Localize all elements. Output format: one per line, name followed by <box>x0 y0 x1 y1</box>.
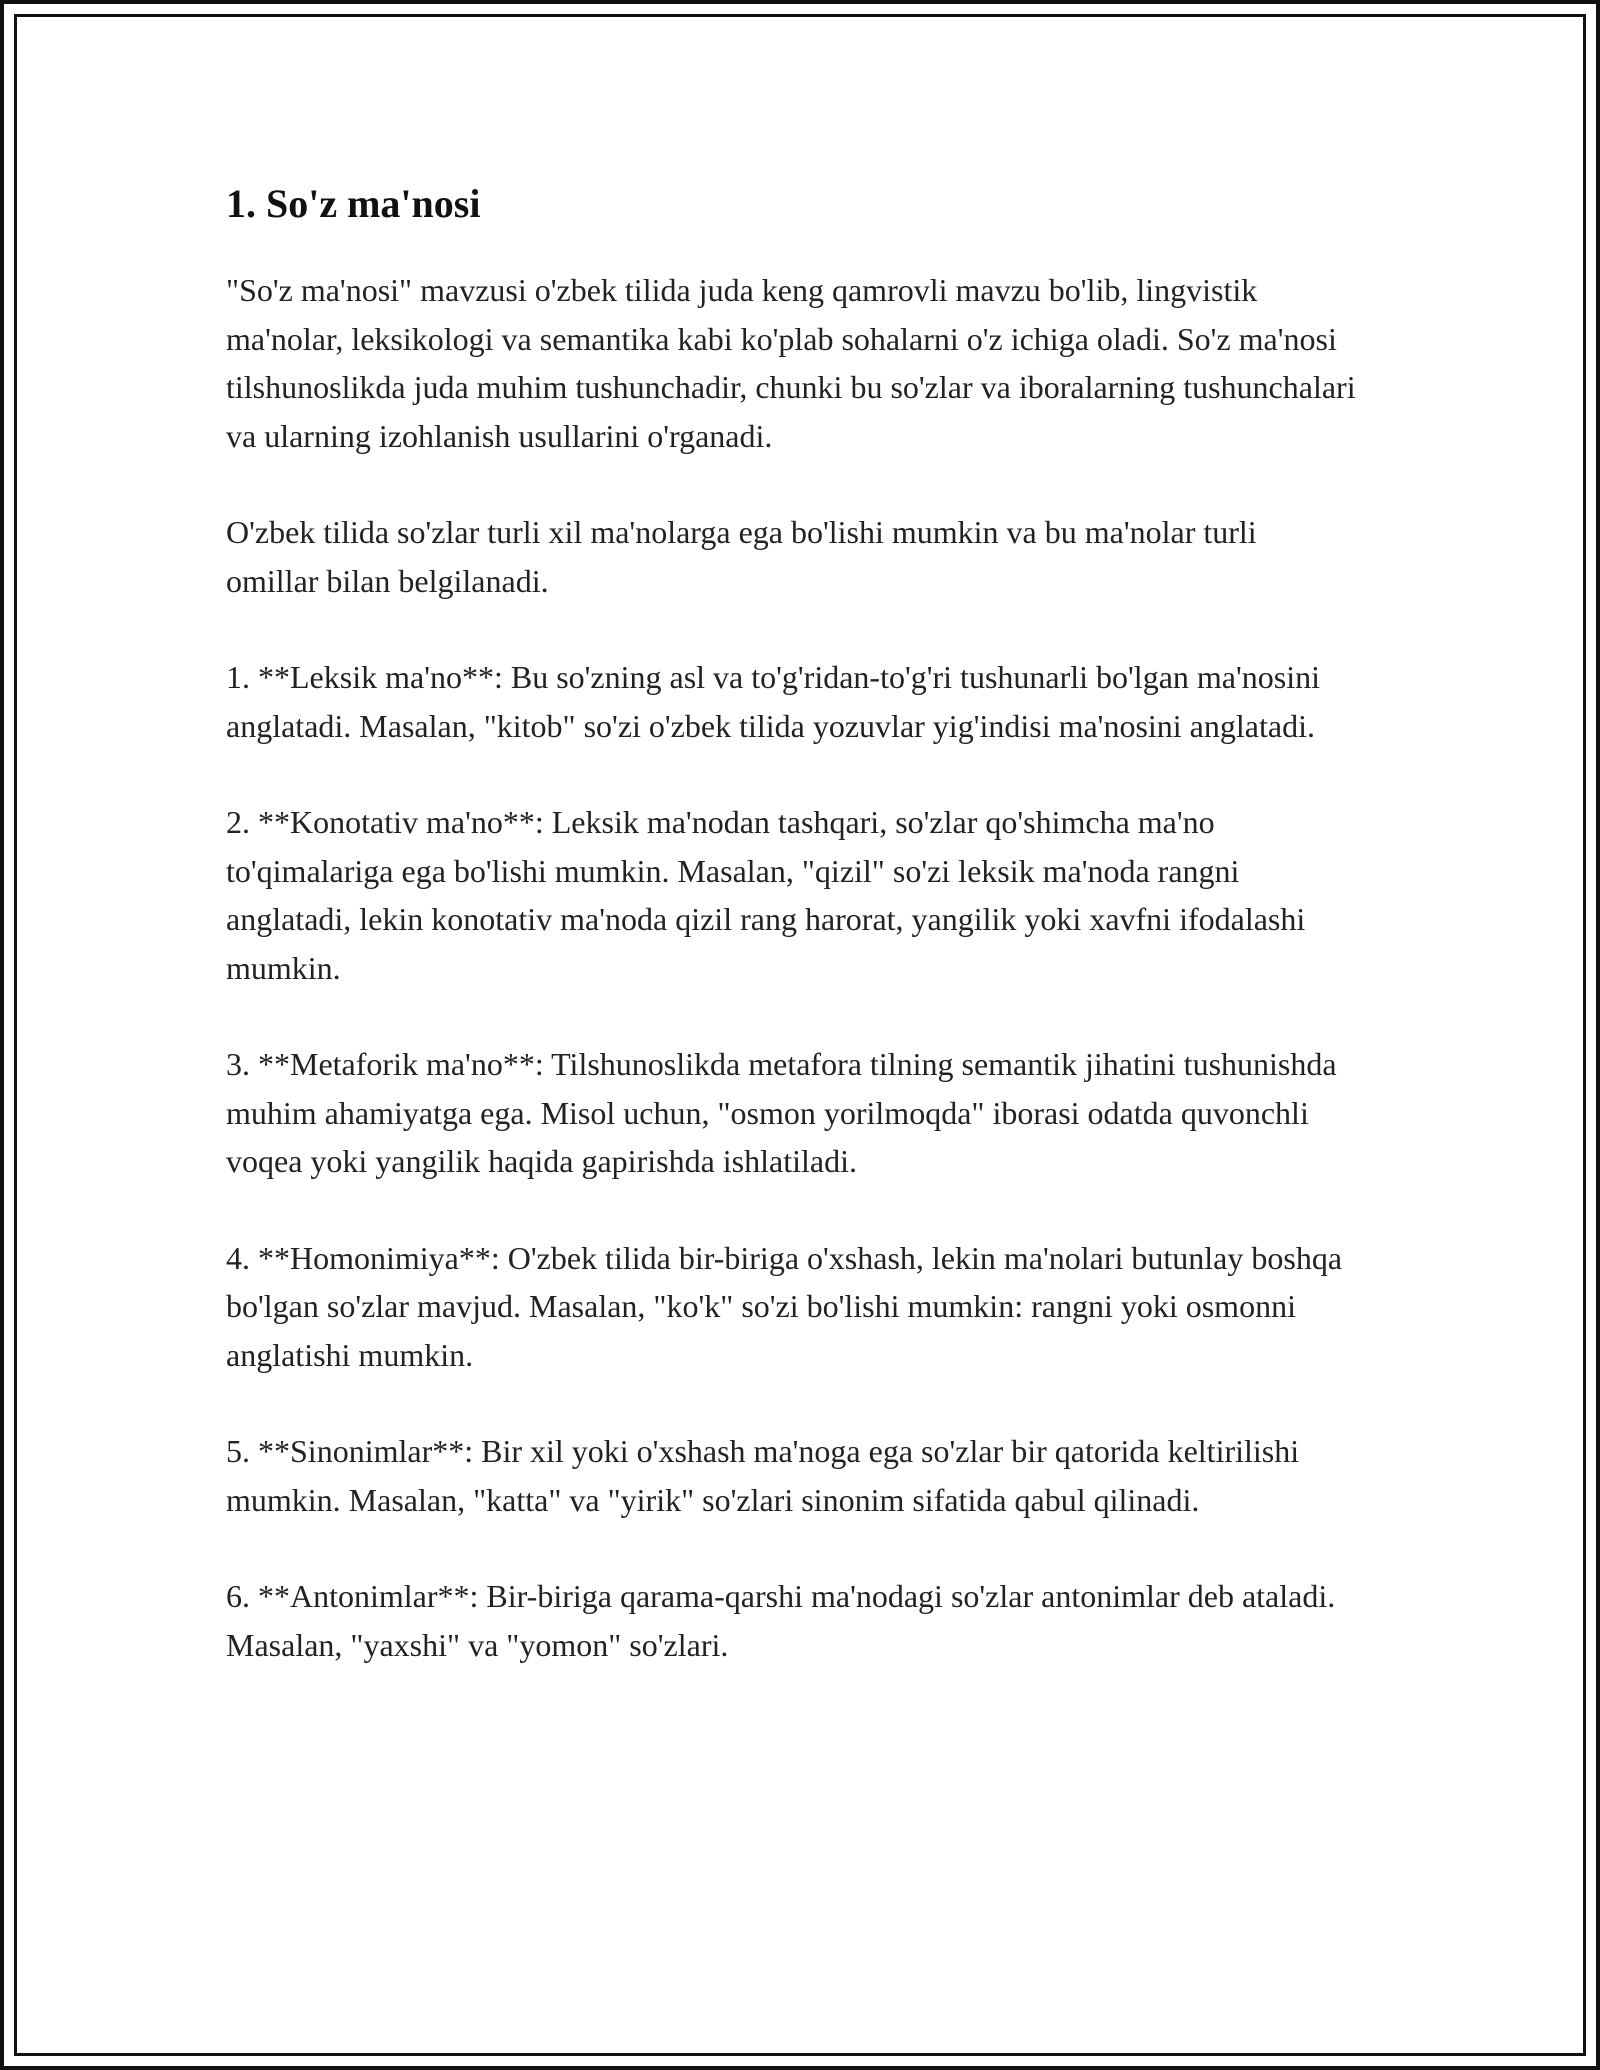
list-item-sinonimlar: 5. **Sinonimlar**: Bir xil yoki o'xshash ma'noga ega so'zlar bir qatorida keltirilishi mumkin. Masalan, "katta" va "yirik" so'zlari sinonim sifatida qabul qilinadi. <box>226 1433 1300 1518</box>
list-item-homonimiya: 4. **Homonimiya**: O'zbek tilida bir-biriga o'xshash, lekin ma'nolari butunlay boshqa bo'lgan so'zlar mavjud. Masalan, "ko'k" so'zi bo'lishi mumkin: rangni yoki osmonni anglatishi mumkin. <box>226 1239 1343 1373</box>
document-title: 1. So'z ma'nosi <box>226 181 481 226</box>
list-item-leksik: 1. **Leksik ma'no**: Bu so'zning asl va to'g'ridan-to'g'ri tushunarli bo'lgan ma'nosini anglatadi. Masalan, "kitob" so'zi o'zbek tilida yozuvlar yig'indisi ma'nosini anglatadi. <box>226 659 1320 744</box>
paragraph-overview: O'zbek tilida so'zlar turli xil ma'nolarga ega bo'lishi mumkin va bu ma'nolar turli omillar bilan belgilanadi. <box>226 514 1257 599</box>
paragraph-intro: "So'z ma'nosi" mavzusi o'zbek tilida juda keng qamrovli mavzu bo'lib, lingvistik ma'nolar, leksikologi va semantika kabi ko'plab sohalarni o'z ichiga oladi. So'z ma'nosi tilshunoslikda juda muhim tushunchadir, chunki bu so'zlar va iboralarning tushunchalari va ularning izohlanish usullarini o'rganadi. <box>226 272 1356 454</box>
list-item-konotativ: 2. **Konotativ ma'no**: Leksik ma'nodan tashqari, so'zlar qo'shimcha ma'no to'qimalariga ega bo'lishi mumkin. Masalan, "qizil" so'zi leksik ma'noda rangni anglatadi, lekin konotativ ma'noda qizil rang harorat, yangilik yoki xavfni ifodalashi mumkin. <box>226 804 1306 986</box>
list-item-antonimlar: 6. **Antonimlar**: Bir-biriga qarama-qarshi ma'nodagi so'zlar antonimlar deb ataladi. Masalan, "yaxshi" va "yomon" so'zlari. <box>226 1578 1336 1663</box>
document-content <box>226 180 1356 1717</box>
list-item-metaforik: 3. **Metaforik ma'no**: Tilshunoslikda metafora tilning semantik jihatini tushunishda muhim ahamiyatga ega. Misol uchun, "osmon yorilmoqda" iborasi odatda quvonchli voqea yoki yangilik haqida gapirishda ishlatiladi. <box>226 1046 1337 1179</box>
